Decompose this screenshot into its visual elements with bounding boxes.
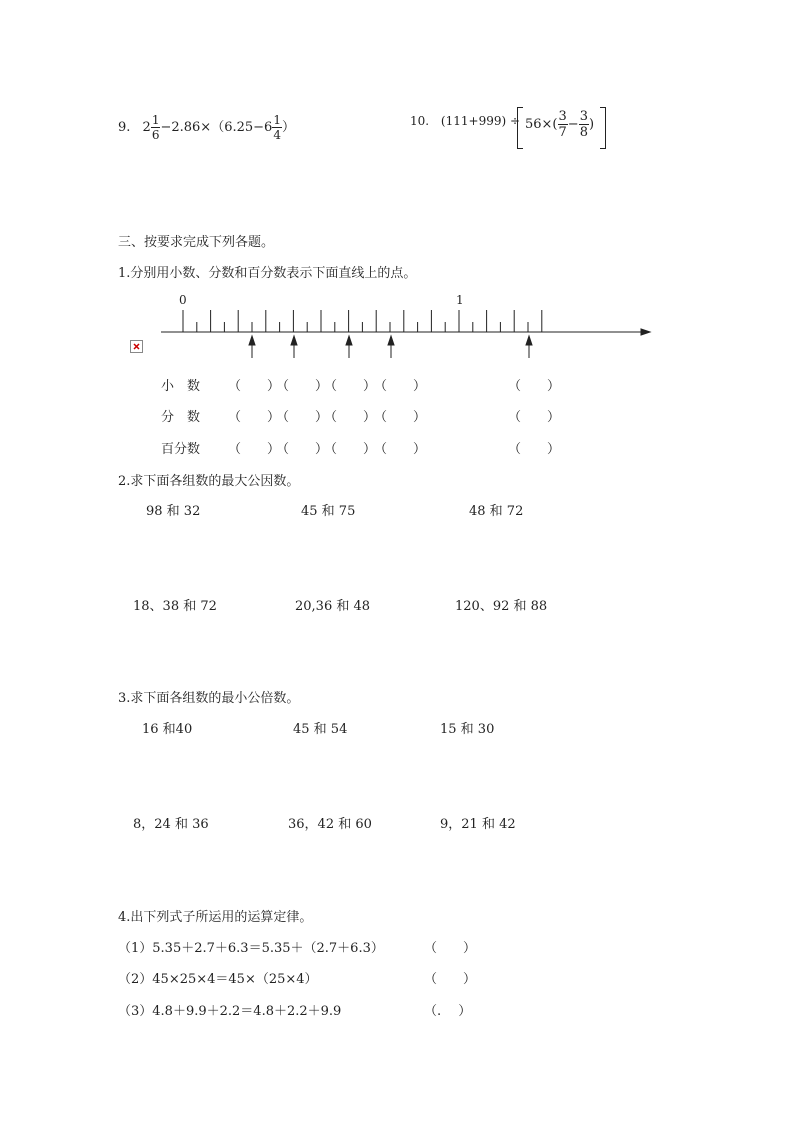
number-line-one-label: 1 <box>456 293 464 307</box>
law-item-text: （2）45×25×4＝45×（25×4） <box>118 972 318 987</box>
number-group: 18、38 和 72 <box>133 599 217 614</box>
row-label: 小 数 <box>161 379 201 394</box>
answer-blank[interactable]: （ ） <box>374 379 427 394</box>
law-item-text: （3）4.8＋9.9＋2.2＝4.8＋2.2＋9.9 <box>118 1004 342 1019</box>
number-group: 8，24 和 36 <box>133 817 209 832</box>
answer-blank[interactable]: （ ） <box>276 442 329 457</box>
question-3-title: 3.求下面各组数的最小公倍数。 <box>118 691 300 706</box>
broken-image-icon <box>130 340 143 353</box>
number-group: 36，42 和 60 <box>288 817 372 832</box>
number-group: 48 和 72 <box>469 504 524 519</box>
point-arrowhead <box>291 336 297 345</box>
point-arrowhead <box>388 336 394 345</box>
point-arrowhead <box>249 336 255 345</box>
law-answer-blank[interactable]: （ ） <box>424 941 477 956</box>
number-line <box>0 0 794 380</box>
number-group: 15 和 30 <box>440 722 495 737</box>
answer-blank[interactable]: （ ） <box>228 442 281 457</box>
number-line-arrowhead <box>641 329 650 335</box>
number-group: 98 和 32 <box>146 504 201 519</box>
number-group: 16 和40 <box>142 722 193 737</box>
expression-inner: 56×( <box>525 117 558 132</box>
point-arrowhead <box>526 336 532 345</box>
answer-blank[interactable]: （ ） <box>508 379 561 394</box>
mixed-whole: 2 <box>142 120 151 135</box>
close-paren: ） <box>281 120 295 135</box>
answer-blank[interactable]: （ ） <box>276 410 329 425</box>
fraction: $\frac{1}{4}$ <box>273 113 281 142</box>
number-group: 20,36 和 48 <box>295 599 371 614</box>
answer-blank[interactable]: （ ） <box>324 410 377 425</box>
point-arrowhead <box>346 336 352 345</box>
law-item-text: （1）5.35＋2.7＋6.3＝5.35＋（2.7＋6.3） <box>118 941 384 956</box>
answer-blank[interactable]: （ ） <box>324 442 377 457</box>
number-line-zero-label: 0 <box>179 293 187 307</box>
answer-blank[interactable]: （ ） <box>276 379 329 394</box>
number-group: 45 和 75 <box>301 504 356 519</box>
row-label: 百分数 <box>161 442 201 457</box>
answer-blank[interactable]: （ ） <box>228 379 281 394</box>
expression-left: (111+999) ÷ <box>440 114 521 128</box>
expression-part: −2.86×（6.25−6 <box>160 120 273 135</box>
answer-blank[interactable]: （ ） <box>374 410 427 425</box>
problem-number: 9. <box>118 120 131 135</box>
law-answer-blank[interactable]: （. ） <box>424 1004 472 1019</box>
number-group: 9，21 和 42 <box>440 817 516 832</box>
fraction: $\frac{3}{8}$ <box>579 109 588 140</box>
question-4-title: 4.出下列式子所运用的运算定律。 <box>118 910 313 925</box>
answer-blank[interactable]: （ ） <box>508 410 561 425</box>
close-paren: ) <box>588 117 595 132</box>
section-title: 三、按要求完成下列各题。 <box>118 235 275 250</box>
number-group: 120、92 和 88 <box>455 599 548 614</box>
fraction: $\frac{3}{7}$ <box>558 109 567 140</box>
problem-number: 10. <box>410 114 430 128</box>
row-label: 分 数 <box>161 410 201 425</box>
answer-blank[interactable]: （ ） <box>374 442 427 457</box>
fraction: $\frac{1}{6}$ <box>151 113 160 142</box>
minus-sign: − <box>567 117 579 132</box>
question-2-title: 2.求下面各组数的最大公因数。 <box>118 474 300 489</box>
law-answer-blank[interactable]: （ ） <box>424 972 477 987</box>
answer-blank[interactable]: （ ） <box>508 442 561 457</box>
question-1-title: 1.分别用小数、分数和百分数表示下面直线上的点。 <box>118 266 417 281</box>
answer-blank[interactable]: （ ） <box>324 379 377 394</box>
number-group: 45 和 54 <box>293 722 348 737</box>
answer-blank[interactable]: （ ） <box>228 410 281 425</box>
